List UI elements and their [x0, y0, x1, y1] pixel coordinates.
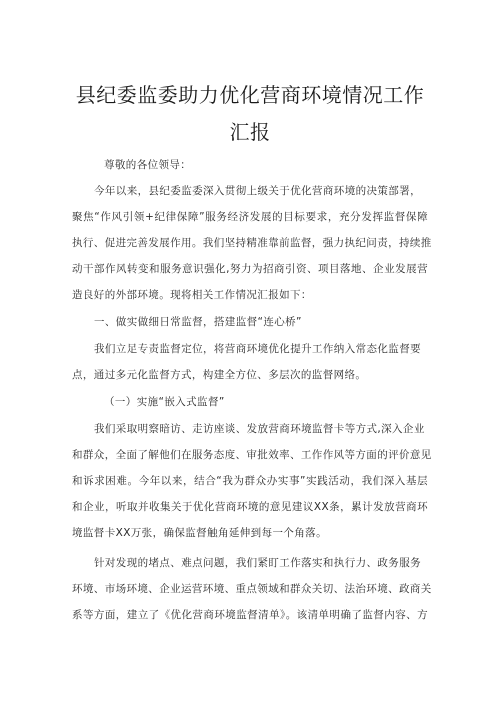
para1-line: 执行、促进完善发展作用。我们坚持精准靠前监督，强力执纪问责，持续推 [72, 237, 432, 249]
para3-line: 和群众，全面了解他们在服务态度、审批效率、工作作风等方面的评价意见 [72, 449, 432, 461]
para3-line: 境监督卡XX万张，确保监督触角延伸到每一个角落。 [72, 527, 327, 539]
para1-line: 造良好的外部环境。现将相关工作情况汇报如下： [72, 289, 312, 301]
para2-line: 点，通过多元化监督方式，构建全方位、多层次的监督网络。 [72, 369, 367, 381]
para3-line: 和企业，听取并收集关于优化营商环境的意见建议XX条，累计发放营商环 [72, 501, 428, 513]
para4-line: 环境、市场环境、企业运营环境、重点领域和群众关切、法治环境、政商关 [72, 583, 432, 595]
para1-line: 今年以来，县纪委监委深入贯彻上级关于优化营商环境的决策部署， [94, 185, 421, 197]
para3-line: 和诉求困难。今年以来，结合“我为群众办实事”实践活动，我们深入基层 [72, 475, 428, 487]
para4-line: 针对发现的堵点、难点问题，我们紧盯工作落实和执行力、政务服务 [94, 557, 421, 569]
para2-line: 我们立足专责监督定位，将营商环境优化提升工作纳入常态化监督要 [94, 343, 421, 355]
document-title-line-1: 县纪委监委助力优化营商环境情况工作 [75, 83, 425, 107]
para4-line: 系等方面，建立了《优化营商环境监督清单》。该清单明确了监督内容、方 [72, 609, 428, 621]
document-title-line-2: 汇报 [229, 120, 271, 144]
para1-line: 聚焦“作风引领+纪律保障”服务经济发展的目标要求，充分发挥监督保障 [72, 211, 428, 223]
greeting: 尊敬的各位领导： [104, 159, 192, 171]
para3-line: 我们采取明察暗访、走访座谈、发放营商环境监督卡等方式,深入企业 [94, 423, 425, 435]
subsection-heading: （一）实施“嵌入式监督” [104, 396, 225, 408]
para1-line: 动干部作风转变和服务意识强化,努力为招商引资、项目落地、企业发展营 [72, 263, 428, 275]
section-heading: 一、做实做细日常监督，搭建监督“连心桥” [94, 316, 302, 328]
